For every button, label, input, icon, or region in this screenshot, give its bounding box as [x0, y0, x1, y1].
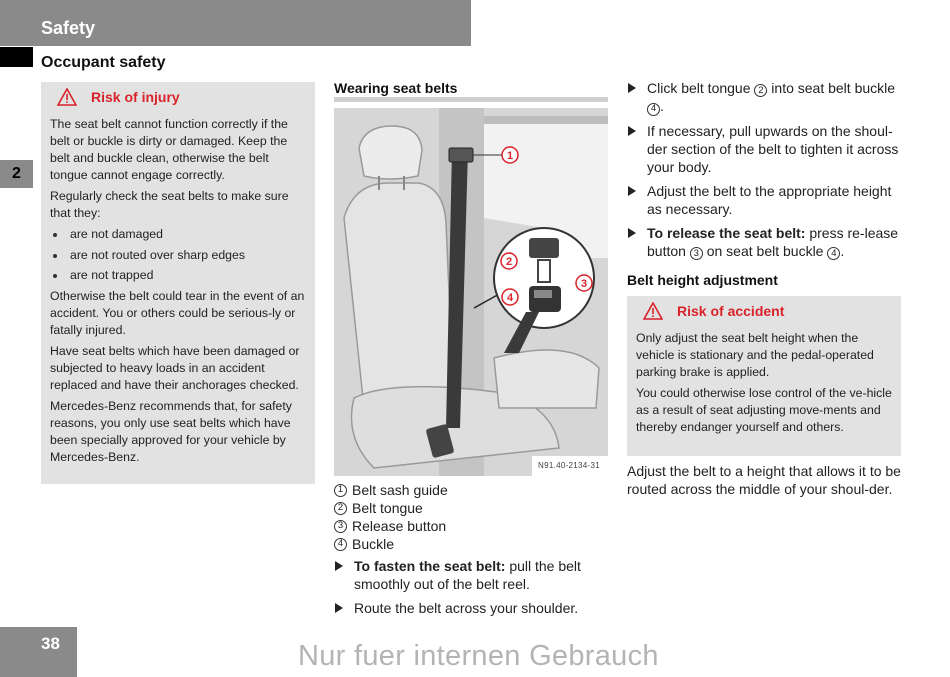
warning-title: Risk of accident [677, 303, 785, 319]
number-circle-icon: 4 [827, 247, 840, 260]
svg-text:1: 1 [506, 150, 514, 162]
step-text: If necessary, pull upwards on the shoul-der section of the belt to tighten it across your body. [647, 122, 899, 175]
page-number: 38 [41, 634, 60, 653]
instruction-step [334, 557, 614, 593]
step-arrow-icon [628, 126, 636, 136]
watermark: Nur fuer internen Gebrauch [298, 640, 659, 672]
legend-label: Belt tongue [352, 500, 423, 516]
number-circle-icon: 2 [334, 502, 347, 515]
number-circle-icon: 4 [334, 538, 347, 551]
belt-height-heading: Belt height adjustment [627, 272, 778, 288]
number-circle-icon: 1 [334, 484, 347, 497]
bullet-item: are not damaged [50, 226, 307, 243]
step-arrow-icon [335, 561, 343, 571]
section-marker [0, 47, 33, 67]
warning-check-intro: Regularly check the seat belts to make sure that they: [50, 189, 289, 220]
warning-para: Otherwise the belt could tear in the event of an accident. You or others could be serious-ly or fatally injured. [50, 289, 305, 337]
legend-label: Buckle [352, 536, 395, 552]
section-title: Occupant safety [41, 54, 166, 71]
number-circle-icon: 2 [754, 84, 767, 97]
fasten-steps [334, 557, 614, 623]
step-arrow-icon [628, 186, 636, 196]
seat-belt-illustration [334, 108, 608, 476]
warning-para: Mercedes-Benz recommends that, for safety reasons, you only use seat belts which have been specially approved for your vehicle by Mercedes-Benz. [50, 399, 292, 464]
wearing-seat-belts-heading: Wearing seat belts [334, 80, 458, 96]
instruction-step [627, 122, 909, 176]
height-adjust-paragraph: Adjust the belt to a height that allows it to be routed across the middle of your shoul-der. [627, 463, 901, 497]
warning-box-accident [627, 296, 901, 456]
number-circle-icon: 3 [690, 247, 703, 260]
legend-label: Belt sash guide [352, 482, 448, 498]
page-number-box [0, 627, 77, 677]
instruction-step [627, 182, 909, 218]
chapter-tab: 2 [0, 160, 33, 188]
step-text: . [840, 242, 845, 259]
step-text: pull the belt smoothly out of the belt reel. [354, 558, 581, 592]
step-text: Click belt tongue [647, 80, 755, 96]
legend-item [334, 535, 448, 553]
number-circle-icon: 3 [334, 520, 347, 533]
warning-para: Have seat belts which have been damaged or subjected to heavy loads in an accident replaced and have their anchorages checked. [50, 344, 300, 392]
warning-title: Risk of injury [91, 89, 180, 105]
step-text: into seat belt buckle [767, 80, 896, 96]
warning-para: You could otherwise lose control of the ve-hicle as a result of seat adjusting move-ments and thereby endanger yourself and others. [636, 386, 892, 434]
legend-label: Release button [352, 518, 447, 534]
warning-intro: The seat belt cannot function correctly if the belt or buckle is dirty or damaged. Keep the belt and buckle clean, otherwise the belt tongue cannot engage correctly. [50, 117, 288, 182]
legend-item [334, 517, 448, 535]
instruction-step [627, 224, 909, 260]
step-arrow-icon [628, 228, 636, 238]
step-text: press re-lease button [647, 224, 899, 259]
warning-para: Only adjust the seat belt height when the vehicle is stationary and the pedal-operated parking brake is applied. [636, 331, 874, 379]
warning-box-injury [41, 82, 315, 484]
bullet-item: are not trapped [50, 267, 307, 284]
step-text: on seat belt buckle [702, 242, 828, 259]
instruction-step [627, 79, 909, 116]
legend-item [334, 499, 448, 517]
step-text: Route the belt across your shoulder. [354, 600, 579, 616]
step-text: . [660, 98, 664, 115]
header-title: Safety [41, 18, 96, 38]
step-bold: To fasten the seat belt: [354, 558, 506, 574]
legend-item [334, 481, 448, 499]
step-arrow-icon [628, 83, 636, 93]
bullet-item: are not routed over sharp edges [50, 247, 307, 264]
step-bold: To release the seat belt: [647, 224, 806, 241]
figure-code: N91.40-2134-31 [538, 461, 601, 470]
number-circle-icon: 4 [647, 103, 660, 116]
svg-text:3: 3 [580, 278, 588, 290]
svg-text:4: 4 [506, 292, 514, 304]
step-text: Adjust the belt to the appropriate height as necessary. [647, 182, 892, 217]
instruction-step [334, 599, 614, 617]
step-arrow-icon [335, 603, 343, 613]
figure-legend [334, 481, 448, 553]
svg-text:2: 2 [505, 256, 513, 268]
warning-triangle-icon [643, 302, 663, 320]
heading-rule [334, 97, 608, 102]
warning-bullets [50, 226, 307, 284]
buckle-steps [627, 79, 909, 266]
warning-triangle-icon [57, 88, 77, 106]
